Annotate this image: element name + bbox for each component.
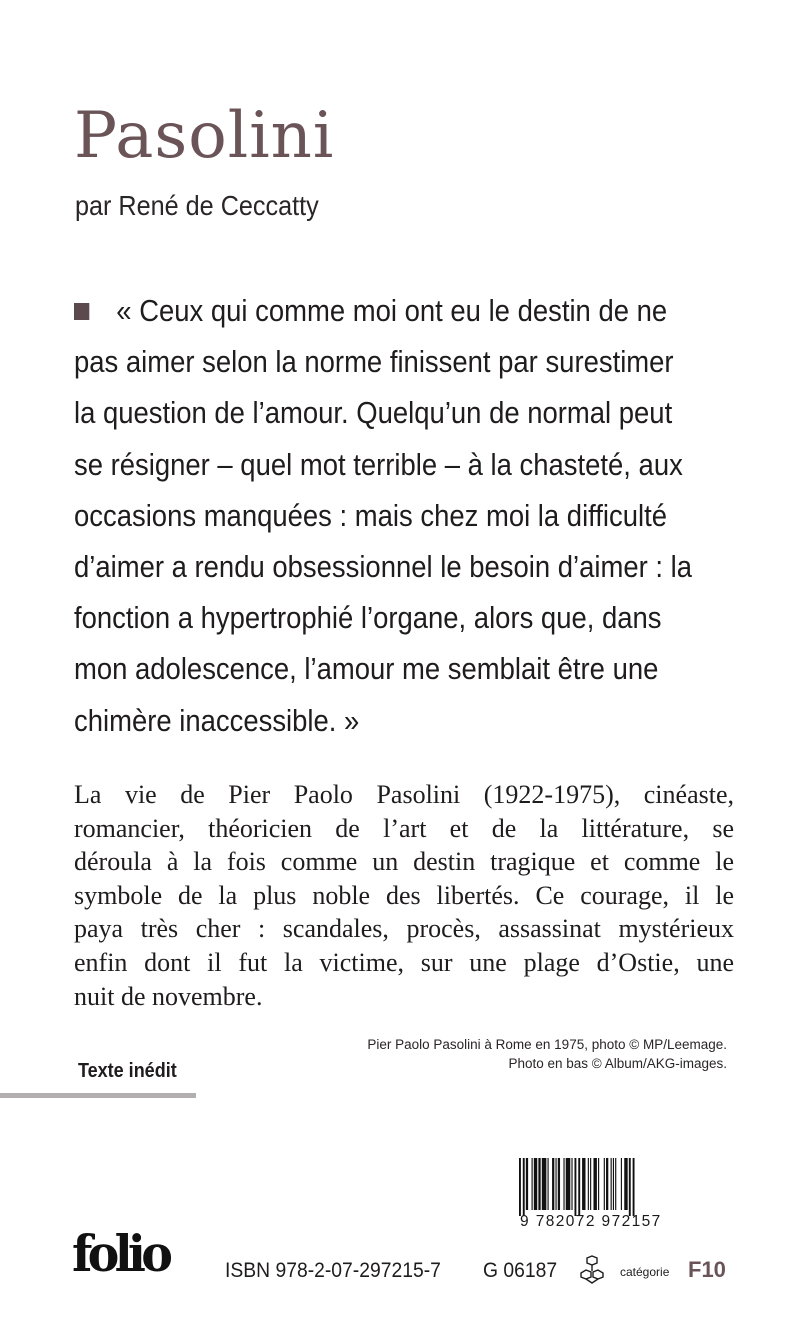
quote-line-text: « Ceux qui comme moi ont eu le destin de ne xyxy=(116,294,668,328)
quote-line: se résigner – quel mot terrible – à la chasteté, aux xyxy=(74,447,683,482)
quote-line: occasions manquées : mais chez moi la difficulté xyxy=(74,498,668,533)
bio-line: symbole de la plus noble des libertés. Ce courage, il le xyxy=(74,880,734,910)
quote-line: d’aimer a rendu obsessionnel le besoin d’aimer : la xyxy=(74,550,692,585)
bio-line: déroula à la fois comme un destin tragique et comme le xyxy=(74,847,734,877)
quote-line: la question de l’amour. Quelqu’un de normal peut xyxy=(74,396,673,431)
square-bullet-icon xyxy=(74,303,89,320)
bio-line: nuit de novembre. xyxy=(74,981,263,1011)
bio-paragraph xyxy=(74,778,734,1013)
quote-block xyxy=(74,286,731,747)
author-line: par René de Ceccatty xyxy=(75,190,319,221)
texte-inedit-label: Texte inédit xyxy=(78,1060,177,1082)
bio-line: enfin dont il fut la victime, sur une plage d’Ostie, une xyxy=(74,947,734,977)
bio-line: paya très cher : scandales, procès, assassinat mystérieux xyxy=(74,914,734,944)
bio-line: romancier, théoricien de l’art et de la littérature, se xyxy=(74,813,734,843)
quote-line: mon adolescence, l’amour me semblait être une xyxy=(74,652,659,687)
product-code: G 06187 xyxy=(483,1259,558,1282)
photo-credit-line: Pier Paolo Pasolini à Rome en 1975, photo © MP/Leemage. xyxy=(367,1037,727,1052)
book-title: Pasolini xyxy=(74,99,335,173)
label-underline xyxy=(0,1093,196,1098)
category-code: F10 xyxy=(688,1257,726,1282)
quote-line: chimère inaccessible. » xyxy=(74,703,360,738)
folio-logo: folio xyxy=(72,1224,169,1283)
photo-credits xyxy=(367,1035,727,1073)
barcode-digits: 9 782072 972157 xyxy=(520,1213,662,1230)
barcode xyxy=(519,1158,699,1216)
quote-line xyxy=(74,286,731,337)
quote-line: fonction a hypertrophié l’organe, alors que, dans xyxy=(74,601,662,636)
isbn: ISBN 978-2-07-297215-7 xyxy=(225,1259,441,1282)
gallimard-emblem-icon xyxy=(578,1255,606,1285)
quote-line: pas aimer selon la norme finissent par surestimer xyxy=(74,345,674,380)
photo-credit-line: Photo en bas © Album/AKG-images. xyxy=(508,1056,727,1071)
category-label: catégorie xyxy=(620,1265,670,1279)
bio-line: La vie de Pier Paolo Pasolini (1922-1975), cinéaste, xyxy=(74,780,734,809)
